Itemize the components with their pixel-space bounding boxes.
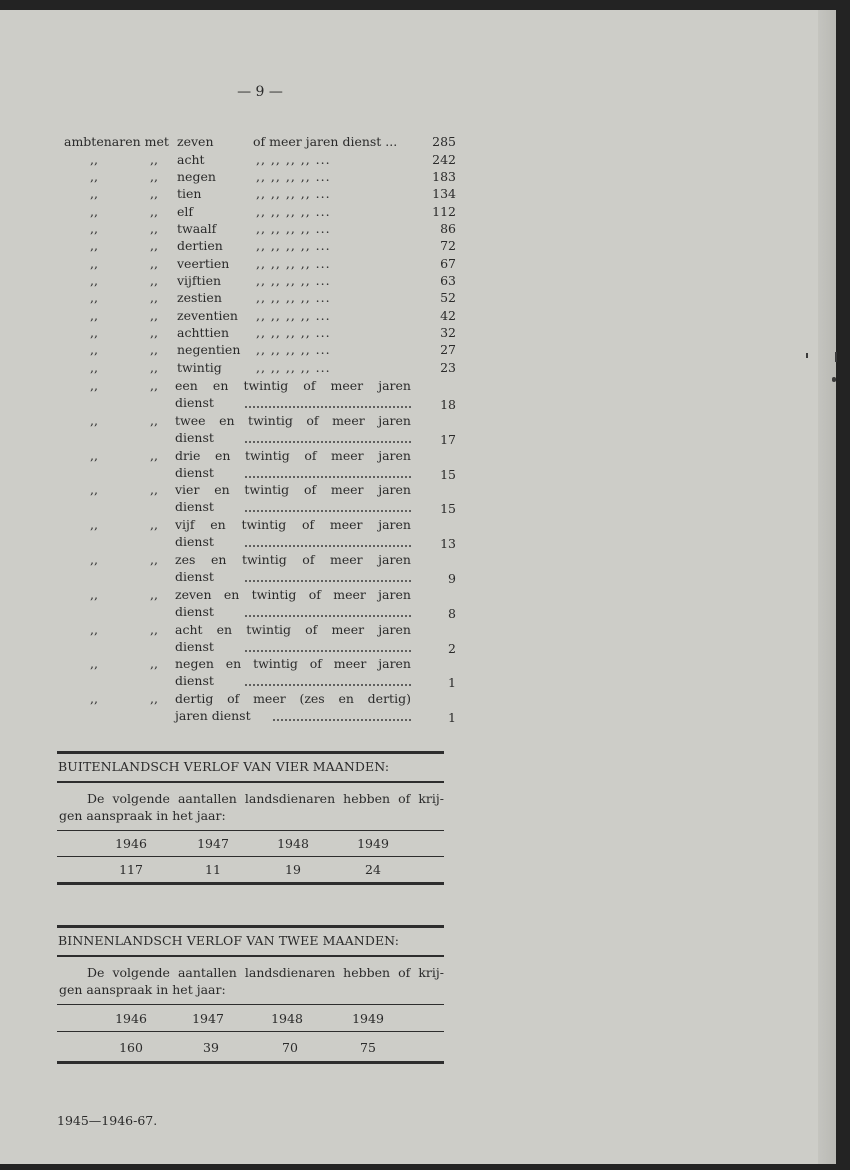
row-word: (zes — [299, 691, 325, 706]
year-value: 75 — [360, 1040, 376, 1055]
row-word: meer — [333, 656, 367, 671]
row-word: of — [309, 656, 322, 671]
row-word: en — [219, 413, 235, 428]
leader-dots — [244, 579, 412, 583]
row-word: acht — [177, 152, 205, 167]
row-word: en — [338, 691, 354, 706]
row-line1 — [175, 516, 411, 533]
row-word: en — [210, 517, 226, 532]
table-row — [0, 655, 850, 690]
row-value: 285 — [432, 134, 456, 149]
row-value: 27 — [440, 342, 456, 357]
ditto-mark: ,, — [90, 325, 98, 340]
ditto-mark: ,, — [150, 552, 158, 567]
table-row — [0, 551, 850, 586]
ditto-mark: ,, — [90, 273, 98, 288]
row-line2: dienst — [175, 673, 214, 688]
table-row — [0, 289, 850, 307]
row-value: 242 — [432, 152, 456, 167]
row-word: jaren — [378, 517, 411, 532]
year-value: 19 — [285, 862, 301, 877]
row-value: 9 — [448, 571, 456, 586]
ditto-mark: ,, — [90, 517, 98, 532]
ditto-mark: ,, — [90, 413, 98, 428]
row-value: 15 — [440, 501, 456, 516]
ditto-marks: ,, ,, ,, ,, ... — [256, 238, 331, 253]
row-word: meer — [331, 622, 365, 637]
ditto-marks: ,, ,, ,, ,, ... — [256, 152, 331, 167]
ditto-mark: ,, — [150, 238, 158, 253]
year-value: 39 — [203, 1040, 219, 1055]
rule-line — [57, 781, 444, 783]
leader-dots — [244, 475, 412, 479]
row-word: of — [303, 378, 316, 393]
table-row — [0, 481, 850, 516]
row-word: en — [214, 482, 230, 497]
row-word: twee — [175, 413, 206, 428]
year-header: 1948 — [271, 1011, 303, 1026]
row-line1 — [175, 412, 411, 429]
ditto-mark: ,, — [150, 691, 158, 706]
ditto-mark: ,, — [150, 325, 158, 340]
table-row — [0, 621, 850, 656]
row-word: elf — [177, 204, 194, 219]
year-value: 117 — [119, 862, 143, 877]
row-word: jaren — [378, 552, 411, 567]
rule-line — [57, 1061, 444, 1064]
ditto-mark: ,, — [150, 256, 158, 271]
rule-line — [57, 955, 444, 957]
ditto-mark: ,, — [150, 656, 158, 671]
row-word: of — [304, 448, 317, 463]
ditto-mark: ,, — [90, 169, 98, 184]
ditto-mark: ,, — [90, 587, 98, 602]
row-line2: dienst — [175, 465, 214, 480]
table-row — [0, 447, 850, 482]
row-word: of — [301, 517, 315, 532]
leader-dots — [244, 509, 412, 513]
rule-line — [57, 856, 444, 857]
ditto-mark: ,, — [90, 256, 98, 271]
row-word: twintig — [177, 360, 222, 375]
row-value: 13 — [440, 536, 456, 551]
table-row — [0, 151, 850, 169]
row-word: jaren — [378, 378, 411, 393]
section-title: BINNENLANDSCH VERLOF VAN TWEE MAANDEN: — [58, 933, 400, 948]
ditto-mark: ,, — [150, 622, 158, 637]
row-word: of — [303, 482, 317, 497]
row-word: meer — [329, 517, 363, 532]
row-value: 183 — [432, 169, 456, 184]
row-line1 — [175, 621, 411, 638]
ditto-mark: ,, — [90, 221, 98, 236]
row-word: zestien — [177, 290, 222, 305]
table-row — [0, 185, 850, 203]
row-word: jaren — [378, 656, 411, 671]
table-row — [0, 516, 850, 551]
table-row — [0, 220, 850, 238]
table-row — [0, 133, 850, 151]
row-word: twintig — [244, 482, 290, 497]
ditto-marks: ,, ,, ,, ,, ... — [256, 204, 331, 219]
ditto-mark: ,, — [150, 186, 158, 201]
row-value: 72 — [440, 238, 456, 253]
ditto-mark: ,, — [90, 656, 98, 671]
row-word: twintig — [243, 378, 289, 393]
ditto-marks: ,, ,, ,, ,, ... — [256, 342, 331, 357]
row-word: meer — [330, 482, 364, 497]
ditto-mark: ,, — [90, 152, 98, 167]
row-word: negentien — [177, 342, 241, 357]
row-word: jaren — [378, 587, 411, 602]
row-line2: dienst — [175, 604, 214, 619]
row-text: of meer jaren dienst ... — [253, 134, 398, 149]
table-row — [0, 255, 850, 273]
rule-line — [57, 882, 444, 885]
row-word: zeventien — [177, 308, 238, 323]
ditto-mark: ,, — [90, 552, 98, 567]
ditto-marks: ,, ,, ,, ,, ... — [256, 186, 331, 201]
row-word: achttien — [177, 325, 229, 340]
row-word: meer — [330, 378, 364, 393]
year-header: 1949 — [352, 1011, 384, 1026]
ditto-mark: ,, — [90, 204, 98, 219]
row-line2: jaren dienst — [175, 708, 251, 723]
ditto-mark: ,, — [90, 448, 98, 463]
row-word: meer — [330, 552, 363, 567]
ditto-mark: ,, — [90, 238, 98, 253]
year-header: 1947 — [197, 836, 229, 851]
ditto-mark: ,, — [90, 290, 98, 305]
year-header: 1949 — [357, 836, 389, 851]
table-row — [0, 203, 850, 221]
table-row — [0, 324, 850, 342]
row-word: vijftien — [177, 273, 222, 288]
row-word: en — [212, 378, 229, 393]
row-word: en — [223, 587, 240, 602]
ditto-mark: ,, — [150, 587, 158, 602]
paper-speck — [806, 353, 808, 358]
year-header: 1946 — [115, 836, 147, 851]
row-value: 112 — [432, 204, 456, 219]
leader-dots — [244, 544, 412, 548]
row-word: jaren — [378, 413, 411, 428]
row-word: twintig — [244, 448, 290, 463]
row-word: dertig — [175, 691, 214, 706]
table-row — [0, 586, 850, 621]
ditto-mark: ,, — [150, 273, 158, 288]
row-value: 18 — [440, 397, 456, 412]
ditto-mark: ,, — [150, 448, 158, 463]
row-value: 52 — [440, 290, 456, 305]
row-word: veertien — [177, 256, 230, 271]
table-row — [0, 307, 850, 325]
rule-line — [57, 1004, 444, 1005]
table-row — [0, 412, 850, 447]
row-line2: dienst — [175, 499, 214, 514]
paper-speck — [835, 352, 837, 362]
row-value: 67 — [440, 256, 456, 271]
year-header: 1948 — [277, 836, 309, 851]
table-row — [0, 272, 850, 290]
row-value: 86 — [440, 221, 456, 236]
row-value: 23 — [440, 360, 456, 375]
row-word: een — [175, 378, 198, 393]
row-line1 — [175, 586, 411, 603]
ditto-marks: ,, ,, ,, ,, ... — [256, 308, 331, 323]
row-line2: dienst — [175, 569, 214, 584]
ditto-mark: ,, — [150, 378, 158, 393]
paragraph-line: gen aanspraak in het jaar: — [59, 808, 226, 823]
paper-speck — [832, 377, 836, 382]
row-word: vier — [175, 482, 200, 497]
row-value: 8 — [448, 606, 456, 621]
row-word: twintig — [253, 656, 298, 671]
ditto-mark: ,, — [90, 622, 98, 637]
row-word: meer — [331, 448, 364, 463]
year-value: 160 — [119, 1040, 143, 1055]
ditto-marks: ,, ,, ,, ,, ... — [256, 221, 331, 236]
row-word: dertig) — [367, 691, 411, 706]
ditto-mark: ,, — [150, 517, 158, 532]
ditto-mark: ,, — [90, 691, 98, 706]
row-word: twintig — [248, 413, 293, 428]
leader-dots — [244, 614, 412, 618]
row-line1 — [175, 481, 411, 498]
ditto-mark: ,, — [150, 152, 158, 167]
row-word: meer — [253, 691, 286, 706]
row-value: 2 — [448, 641, 456, 656]
row-word: negen — [175, 656, 214, 671]
row-word: meer — [332, 413, 365, 428]
rule-line — [57, 751, 444, 754]
ditto-mark: ,, — [90, 378, 98, 393]
row-value: 42 — [440, 308, 456, 323]
table-row — [0, 690, 850, 725]
row-word: of — [305, 622, 318, 637]
row-line2: dienst — [175, 639, 214, 654]
section-paragraph — [59, 964, 444, 998]
row-word: twintig — [251, 587, 297, 602]
row-word: of — [308, 587, 321, 602]
row-value: 1 — [448, 710, 456, 725]
ditto-mark: ,, — [150, 204, 158, 219]
row-word: drie — [175, 448, 201, 463]
row-word: en — [210, 552, 227, 567]
row-word: en — [214, 448, 231, 463]
ditto-mark: ,, — [150, 482, 158, 497]
ditto-mark: ,, — [150, 360, 158, 375]
row-word: vijf — [175, 517, 195, 532]
ditto-mark: ,, — [150, 290, 158, 305]
ditto-mark: ,, — [90, 186, 98, 201]
row-word: twaalf — [177, 221, 217, 236]
paragraph-line: De volgende aantallen landsdienaren hebben of krij- — [87, 965, 444, 980]
year-header: 1946 — [115, 1011, 147, 1026]
row-word: twintig — [241, 517, 287, 532]
row-word: jaren — [378, 482, 411, 497]
row-word: of — [302, 552, 315, 567]
row-word: zeven — [177, 134, 214, 149]
row-word: zeven — [175, 587, 212, 602]
ditto-mark: ,, — [150, 342, 158, 357]
ditto-marks: ,, ,, ,, ,, ... — [256, 169, 331, 184]
rule-line — [57, 1031, 444, 1032]
row-line1 — [175, 447, 411, 464]
row-value: 17 — [440, 432, 456, 447]
ditto-marks: ,, ,, ,, ,, ... — [256, 325, 331, 340]
ditto-mark: ,, — [150, 221, 158, 236]
leader-dots — [272, 718, 412, 722]
row-word: twintig — [241, 552, 287, 567]
page-number: — 9 — — [237, 84, 283, 100]
row-value: 15 — [440, 467, 456, 482]
row-word: zes — [175, 552, 196, 567]
section-title: BUITENLANDSCH VERLOF VAN VIER MAANDEN: — [58, 759, 390, 774]
row-word: dertien — [177, 238, 223, 253]
leader-dots — [244, 440, 412, 444]
row-line1 — [175, 690, 411, 707]
row-word: twintig — [246, 622, 292, 637]
table-row — [0, 377, 850, 412]
row-word: meer — [333, 587, 366, 602]
row-word: jaren — [378, 448, 411, 463]
year-header: 1947 — [192, 1011, 224, 1026]
row-word: negen — [177, 169, 216, 184]
footer-reference: 1945—1946-67. — [57, 1113, 158, 1128]
row-word: jaren — [378, 622, 411, 637]
row-word: en — [225, 656, 242, 671]
row-value: 134 — [432, 186, 456, 201]
ditto-mark: ,, — [150, 308, 158, 323]
leader-dots — [244, 683, 412, 687]
ditto-mark: ,, — [90, 308, 98, 323]
paragraph-line: De volgende aantallen landsdienaren hebben of krij- — [87, 791, 444, 806]
table-row — [0, 237, 850, 255]
table-row — [0, 341, 850, 359]
row-line2: dienst — [175, 534, 214, 549]
ditto-mark: ,, — [90, 342, 98, 357]
row-word: acht — [175, 622, 203, 637]
table-row — [0, 168, 850, 186]
leader-dots — [244, 649, 412, 653]
row-line2: dienst — [175, 430, 214, 445]
year-value: 24 — [365, 862, 381, 877]
row-word: en — [216, 622, 233, 637]
row-line2: dienst — [175, 395, 214, 410]
row-value: 1 — [448, 675, 456, 690]
row-line1 — [175, 551, 411, 568]
row-word: of — [227, 691, 240, 706]
rule-line — [57, 925, 444, 928]
row-value: 63 — [440, 273, 456, 288]
ditto-mark: ,, — [150, 169, 158, 184]
year-value: 70 — [282, 1040, 298, 1055]
row-word: tien — [177, 186, 202, 201]
ditto-mark: ,, — [90, 482, 98, 497]
row-value: 32 — [440, 325, 456, 340]
ditto-mark: ,, — [150, 413, 158, 428]
row-lead: ambtenaren met — [64, 134, 169, 149]
section-paragraph — [59, 790, 444, 824]
ditto-marks: ,, ,, ,, ,, ... — [256, 360, 331, 375]
ditto-mark: ,, — [90, 360, 98, 375]
table-row — [0, 359, 850, 377]
ditto-marks: ,, ,, ,, ,, ... — [256, 273, 331, 288]
leader-dots — [244, 405, 412, 409]
rule-line — [57, 830, 444, 831]
paragraph-line: gen aanspraak in het jaar: — [59, 982, 226, 997]
row-line1 — [175, 377, 411, 394]
ditto-marks: ,, ,, ,, ,, ... — [256, 290, 331, 305]
row-line1 — [175, 655, 411, 672]
row-word: of — [306, 413, 319, 428]
year-value: 11 — [205, 862, 221, 877]
ditto-marks: ,, ,, ,, ,, ... — [256, 256, 331, 271]
